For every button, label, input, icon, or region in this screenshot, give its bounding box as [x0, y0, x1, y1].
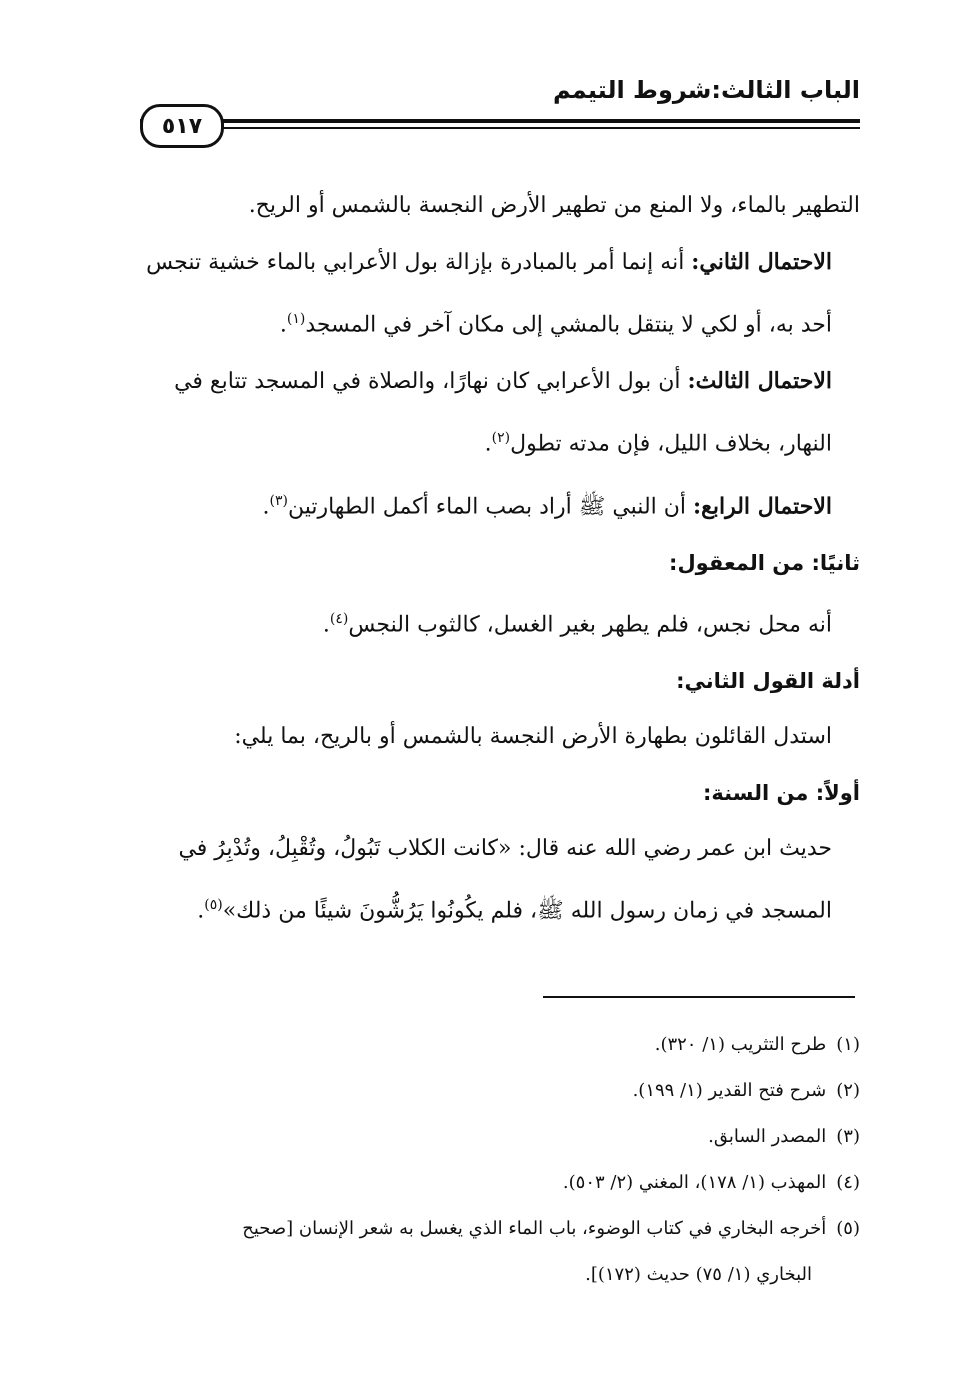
paragraph-label: الاحتمال الثاني: [691, 249, 832, 275]
header-rule-thin [140, 127, 860, 129]
paragraph-text: أن بول الأعرابي كان نهارًا، والصلاة في المسجد تتابع في النهار، بخلاف الليل، فإن مدته تطول [174, 369, 832, 457]
footnote-text: المصدر السابق. [708, 1126, 827, 1147]
footnote [140, 1206, 860, 1252]
paragraph: الاحتمال الثالث: أن بول الأعرابي كان نهارًا، والصلاة في المسجد تتابع في النهار، بخلاف الليل، فإن مدته تطول$^{(٢)}$. [174, 368, 832, 457]
footnote-text: أخرجه البخاري في كتاب الوضوء، باب الماء الذي يغسل به شعر الإنسان [صحيح [242, 1218, 827, 1239]
footnote [140, 1160, 860, 1206]
header-rule-thick [140, 119, 860, 123]
footnote-number: (٤) [836, 1172, 860, 1193]
section-heading: ثانيًا: من المعقول: [669, 550, 860, 575]
footnotes [140, 1022, 860, 1298]
footnote-ref: (٢) [491, 430, 511, 447]
paragraph: أنه محل نجس، فلم يطهر بغير الغسل، كالثوب النجس$^{(٤)}$. [322, 610, 832, 638]
paragraph-text: أنه إنما أمر بالمبادرة بإزالة بول الأعرابي بالماء خشية تنجس أحد به، أو لكي لا ينتقل بالمشي إلى مكان آخر في المسجد [146, 250, 832, 338]
footnote-text: طرح التثريب (١/ ٣٢٠). [654, 1034, 827, 1055]
main-text [140, 178, 860, 940]
paragraph [140, 709, 860, 765]
footnote-number: (٥) [836, 1218, 860, 1239]
footnote-ref: (١) [286, 311, 306, 327]
paragraph-label: الاحتمال الرابع: [693, 492, 832, 519]
section-heading: أدلة القول الثاني: [676, 669, 860, 694]
footnote-continuation: البخاري (١/ ٧٥) حديث (١٧٢)]. [585, 1264, 812, 1285]
page-number: ٥١٧ [161, 113, 203, 139]
paragraph: الاحتمال الرابع: أن النبي ﷺ أراد بصب الماء أكمل الطهارتين$^{(٣)}$. [262, 492, 832, 519]
footnote [140, 1068, 860, 1114]
paragraph-text: أنه محل نجس، فلم يطهر بغير الغسل، كالثوب النجس [348, 612, 832, 638]
paragraph-label: الاحتمال الثالث: [687, 368, 832, 395]
footnote-number: (٢) [836, 1080, 860, 1101]
footnote-ref: (٥) [204, 897, 223, 914]
paragraph [140, 178, 860, 234]
footnote [140, 1022, 860, 1068]
chapter-title: الباب الثالث:شروط التيمم [552, 76, 860, 104]
paragraph-text: أن النبي ﷺ أراد بصب الماء أكمل الطهارتين [287, 493, 694, 519]
footnote-text: شرح فتح القدير (١/ ١٩٩). [632, 1080, 827, 1101]
footnote-text: المهذب (١/ ١٧٨)، المغني (٢/ ٥٠٣). [562, 1172, 827, 1193]
text-line: التطهير بالماء، ولا المنع من تطهير الأرض النجسة بالشمس أو الريح. [248, 193, 860, 218]
paragraph-text: استدل القائلون بطهارة الأرض النجسة بالشمس أو بالريح، بما يلي: [234, 724, 832, 750]
page-number-badge [140, 104, 224, 148]
footnote-ref: (٤) [329, 610, 349, 627]
paragraph-text: حديث ابن عمر رضي الله عنه قال: «كانت الكلاب تَبُولُ، وتُقْبِلُ، وتُدْبِرُ في المسجد في زمان رسول الله ﷺ، فلم يكُونُوا يَرُشُّونَ شيئًا من ذلك» [178, 836, 832, 924]
footnote [140, 1114, 860, 1160]
footnote-separator [543, 996, 855, 998]
section-heading: أولاً: من السنة: [703, 781, 860, 806]
footnote-number: (٣) [836, 1126, 860, 1147]
footnote-number: (١) [836, 1034, 860, 1055]
paragraph: حديث ابن عمر رضي الله عنه قال: «كانت الكلاب تَبُولُ، وتُقْبِلُ، وتُدْبِرُ في المسجد في زمان رسول الله ﷺ، فلم يكُونُوا يَرُشُّونَ شيئًا من ذلك»$^{(٥)}$. [178, 836, 832, 924]
paragraph: الاحتمال الثاني: أنه إنما أمر بالمبادرة بإزالة بول الأعرابي بالماء خشية تنجس أحد به، أو لكي لا ينتقل بالمشي إلى مكان آخر في المسجد$^{(١)}$. [146, 249, 832, 338]
footnote-ref: (٣) [269, 492, 288, 509]
